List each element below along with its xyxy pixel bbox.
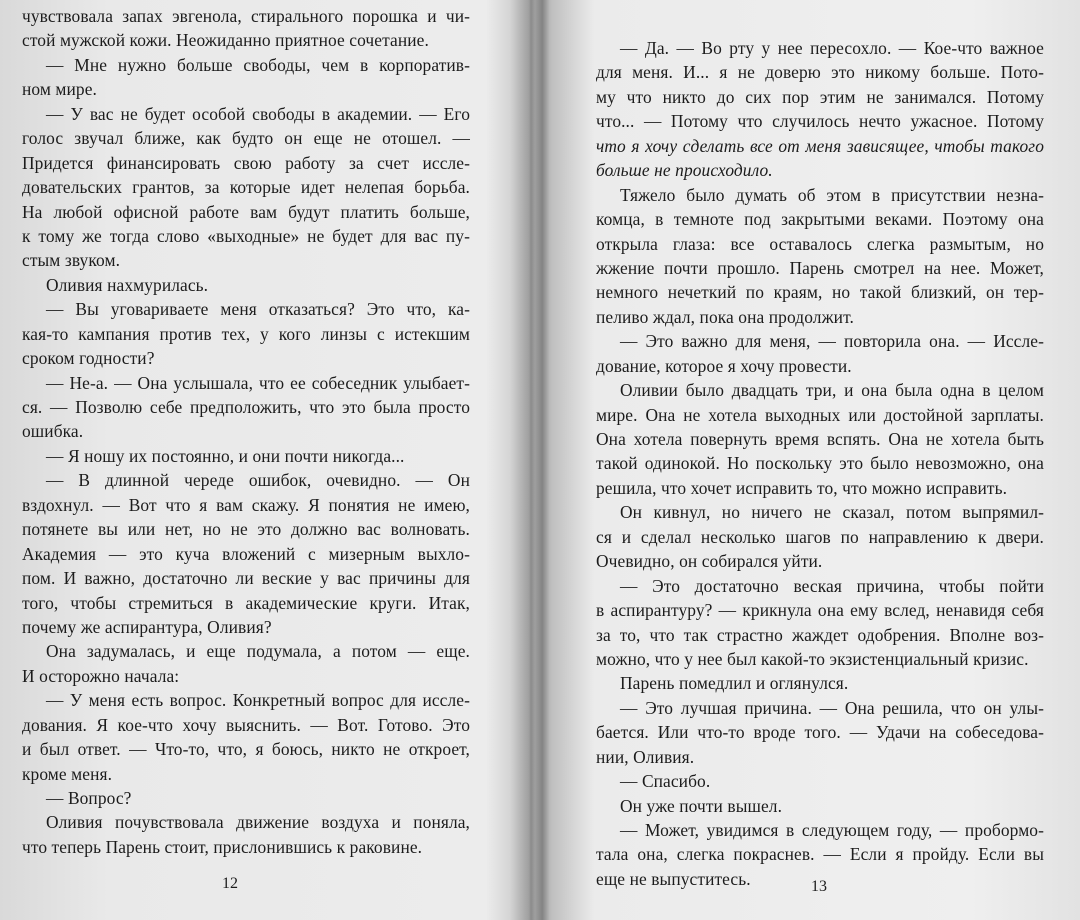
text-line: И осторожно начала: [22,665,180,686]
text-line: ном мире. [22,79,97,100]
left-page-text [22,4,470,859]
text-line: — Это важно для меня, — повторила она. — Иссле- [620,331,1044,352]
text-line: — В длинной череде ошибок, очевидно. — Он [46,470,470,491]
text-line: что теперь Парень стоит, прислонившись к раковине. [22,836,423,857]
text-line: и был ответ. — Что-то, что, я боюсь, никто не откроет, [22,739,470,760]
text-line: — Да. — Во рту у нее пересохло. — Кое-что важное [620,38,1044,58]
text-line: — Спасибо. [620,771,711,792]
text-line: — Это лучшая причина. — Она решила, что он улы- [620,697,1044,718]
text-line: еще не выпуститесь. [596,868,751,889]
text-line: довательских грантов, за которые идет нелепая борьба. [22,177,470,198]
right-page-number: 13 [811,878,827,895]
text-line: немного нечеткий по краям, но такой близкий, он тер- [596,282,1044,303]
text-line: комца, в темноте под закрытыми веками. Поэтому она [596,209,1044,230]
text-line: — Я ношу их постоянно, и они почти никогда... [46,445,405,466]
text-line: — У вас не будет особой свободы в академии. — Его [46,103,470,124]
text-line: голос звучал ближе, как будто он еще не отошел. — [22,128,470,149]
text-line: к тому же тогда слово «выходные» не будет для вас пу- [22,225,470,246]
right-page-text [596,36,1044,891]
text-line: за то, что так страстно жаждет одобрения. Вполне воз- [596,624,1044,645]
left-page-number: 12 [222,875,238,892]
text-line: Парень помедлил и оглянулся. [620,673,849,694]
text-line: Он уже почти вышел. [620,795,783,816]
text-line: — Это достаточно веская причина, чтобы пойти [620,575,1044,596]
text-line: На любой офисной работе вам будут платить больше, [22,201,470,222]
text-line: Оливия почувствовала движение воздуха и поняла, [46,812,470,833]
text-line: что я хочу сделать все от меня зависящее, чтобы такого [596,135,1044,156]
text-line: — Не-а. — Она услышала, что ее собеседник улыбает- [46,372,470,393]
right-page [548,0,1080,920]
text-line: Оливия нахмурилась. [46,274,209,295]
left-page [0,0,520,920]
text-line: кроме меня. [22,763,113,784]
text-line: стой мужской кожи. Неожиданно приятное сочетание. [22,30,429,51]
text-line: решила, что хочет исправить то, что можно исправить. [596,477,1008,498]
text-line: ошибка. [22,421,84,442]
text-line: Она задумалась, и еще подумала, а потом — еще. [46,641,470,662]
text-line: для меня. И... я не доверю это никому больше. Пото- [596,62,1044,83]
text-line: Очевидно, он собирался уйти. [596,551,823,572]
text-line: кая-то кампания против тех, у кого линзы с истекшим [22,323,470,344]
text-line: открыла глаза: все оставалось слегка размытым, но [596,233,1044,254]
text-line: Оливии было двадцать три, и она была одна в целом [620,380,1044,401]
text-line: нии, Оливия. [596,746,695,767]
text-line: жжение почти прошло. Парень смотрел на нее. Может, [596,257,1044,278]
text-line: Тяжело было думать об этом в присутствии незна- [620,184,1044,205]
text-line: вздохнул. — Вот что я вам скажу. Я понятия не имею, [22,494,470,515]
text-line: бается. Или что-то вроде того. — Удачи на собеседова- [596,722,1044,743]
text-line: чувствовала запах эвгенола, стирального порошка и чи- [22,6,470,26]
text-line: ся и сделал несколько шагов по направлению к двери. [596,526,1044,547]
text-line: больше не происходило. [596,160,773,181]
text-line: такой одинокой. Но поскольку это было невозможно, она [596,453,1044,474]
text-line: стым звуком. [22,250,121,271]
text-line: дования. Я кое-что хочу выяснить. — Вот. Готово. Это [22,714,470,735]
text-line: — Мне нужно больше свободы, чем в корпоратив- [46,54,470,75]
text-line: потянете вы или нет, но не это должно вас волновать. [22,519,470,540]
text-line: тала она, слегка покраснев. — Если я пройду. Если вы [596,844,1044,865]
text-line: пеливо ждал, пока она продолжит. [596,306,854,327]
text-line: почему же аспирантура, Оливия? [22,616,272,637]
text-line: — У меня есть вопрос. Конкретный вопрос для иссле- [46,690,470,711]
text-line: в аспирантуру? — крикнула она ему вслед, ненавидя себя [596,600,1044,621]
text-line: му что никто до сих пор этим не занимался. Потому [596,86,1044,107]
text-line: пом. И важно, достаточно ли веские у вас причины для [22,568,470,589]
text-line: Академия — это куча вложений с мизерным выхло- [22,543,470,564]
text-line: можно, что у нее был какой-то экзистенциальный кризис. [596,648,1029,669]
text-line: — Может, увидимся в следующем году, — пробормо- [620,820,1044,840]
text-line: Она хотела повернуть время вспять. Она не хотела быть [596,429,1044,449]
text-line: сроком годности? [22,348,155,369]
text-line: что... — Потому что случилось нечто ужасное. Потому [596,111,1044,132]
text-line: ся. — Позволю себе предположить, что это была просто [22,397,470,417]
text-line: Он кивнул, но ничего не сказал, потом выпрямил- [620,502,1044,523]
text-line: дование, которое я хочу провести. [596,355,852,376]
text-line: Придется финансировать свою работу за счет иссле- [22,152,470,173]
text-line: того, чтобы стремиться в академические круги. Итак, [22,592,470,613]
text-line: — Вы уговариваете меня отказаться? Это что, ка- [46,299,470,320]
text-line: — Вопрос? [46,788,132,808]
text-line: мире. Она не хотела выходных или достойной зарплаты. [596,404,1044,425]
